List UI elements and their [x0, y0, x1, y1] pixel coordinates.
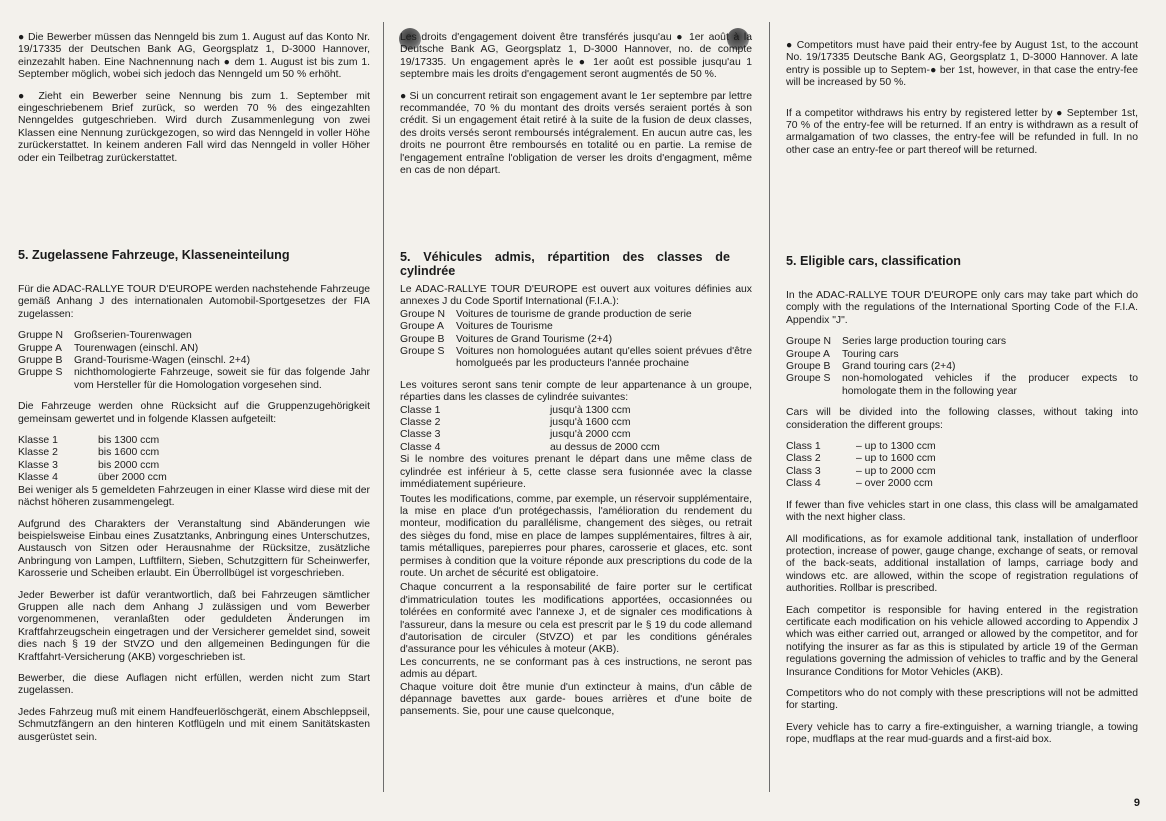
- section-heading: 5. Zugelassene Fahrzeuge, Klasseneinteilung: [18, 248, 290, 262]
- class-list: [400, 405, 752, 455]
- paragraph: Jeder Bewerber ist dafür verantwortlich, daß bei Fahrzeugen sämtlicher Gruppen alle nach dem Anhang J zulässigen und vom Bewerber vorgenommenen, veranlaßten oder geduldeten Änderungen im Kraftfahrzeugschein eingetragen und der Versicherer gemeldet sind, soweit dies nach § 19 der StVZO und den allgemeinen Bedingungen für die Kraftfahrt-Versicherung (AKB) vorgeschrieben ist.: [18, 589, 370, 663]
- paragraph: Chaque voiture doit être munie d'un extincteur à mains, d'un câble de dépannage bavettes aux garde- boues arrières et d'une boite de pansements. Sie, pour une cause quelconque,: [400, 681, 752, 718]
- paragraph: Si le nombre des voitures prenant le départ dans une même class de cylindrée est inférieur à 5, cette classe sera fusionnée avec la classe immédiatement supérieure.: [400, 454, 752, 491]
- paragraph: Chaque concurrent a la responsabilité de faire porter sur le certificat d'immatriculation toutes les modifications apportées, occasionnées ou tolérées en conformité avec l'annexe J, et de signaler ces modifications à l'assureur, dans la mesure ou cela est prescrit par le § 19 du code allemand d'autorisation de circuler (StVZO) et par les conditions générales d'assurance pour les véhicules à moteur (AKB).: [400, 582, 752, 656]
- group-desc: nichthomologierte Fahrzeuge, soweit sie für das folgende Jahr vom Hersteller für die Homologation vorgesehen sind.: [74, 367, 370, 391]
- group-list: [18, 330, 370, 392]
- class-range: au dessus de 2000 ccm: [550, 441, 660, 453]
- paragraph: Cars will be divided into the following classes, without taking into consideration the different groups:: [786, 407, 1138, 431]
- paragraph: If a competitor withdraws his entry by registered letter by ● September 1st, 70 % of the entry-fee will be returned. If an entry is withdrawn as a result of armalgamation of two classes, the entry-fee will be refunded in full. In no other case an entry-fee or part thereof will be returned.: [786, 107, 1138, 156]
- paragraph: In the ADAC-RALLYE TOUR D'EUROPE only cars may take part which do comply with the regulations of the International Sporting Code of the F.I.A. Appendix "J".: [786, 290, 1138, 326]
- class-name: Classe 4: [400, 441, 441, 453]
- class-name: Klasse 2: [18, 447, 58, 459]
- paragraph: If fewer than five vehicles start in one class, this class will be amalgamated with the next higher class.: [786, 499, 1138, 524]
- column-divider: [769, 22, 770, 792]
- paragraph: ● Si un concurrent retirait son engagement avant le 1er septembre par lettre recommandée, 70 % du montant des droits versés seraient portés à son crédit. Si un engagement était retiré à la suite de la fusion de deux classes, des droits versés seront remboursés intégralement. En aucun autre cas, les droits ne pourront être remboursés en totalité ou en partie. La remise de l'engagement entraîne l'obligation de verser les droits d'engagment, même en cas de non départ.: [400, 90, 752, 177]
- group-desc: non-homologated vehicles if the producer expects to homologate them in the following year: [842, 373, 1138, 397]
- class-list: [786, 441, 1138, 491]
- group-code: Gruppe N: [18, 330, 64, 342]
- group-desc: Voitures de Tourisme: [456, 321, 553, 333]
- group-desc: Touring cars: [842, 348, 899, 360]
- group-code: Gruppe S: [18, 367, 63, 379]
- paragraph: Aufgrund des Charakters der Veranstaltung sind Abänderungen wie beispielsweise Einbau eines Zusatztanks, Anbringung eines Unterschutzes, Austausch von Sitzen oder Herausnahme der Rücksitze, zusätzliche Anbringung von Lampen, Luftfiltern, Sieben, Schutzgittern für Scheinwerfer, Karosserie und Scheiben erlaubt. Ein Überrollbügel ist vorgeschrieben.: [18, 518, 370, 580]
- group-code: Groupe A: [400, 321, 444, 333]
- class-range: über 2000 ccm: [98, 472, 167, 484]
- group-code: Groupe A: [786, 348, 830, 360]
- group-code: Groupe N: [400, 308, 446, 320]
- paragraph: ● Die Bewerber müssen das Nenngeld bis zum 1. August auf das Konto Nr. 19/17335 der Deutschen Bank AG, Georgsplatz 1, D-3000 Hannover, einzezahlt haben. Eine Nachnennung nach ● dem 1. August ist bis zum 1. September möglich, wobei sich jedoch das Nenngeld um 50 % erhöht.: [18, 32, 370, 81]
- class-name: Class 4: [786, 478, 821, 490]
- class-range: bis 1600 ccm: [98, 447, 160, 459]
- paragraph: Bei weniger als 5 gemeldeten Fahrzeugen in einer Klasse wird diese mit der nächst höheren zusammengelegt.: [18, 484, 370, 509]
- paragraph: Für die ADAC-RALLYE TOUR D'EUROPE werden nachstehende Fahrzeuge gemäß Anhang J des internationalen Automobil-Sportgesetzes der FIA zugelassen:: [18, 284, 370, 320]
- group-code: Gruppe A: [18, 342, 62, 354]
- group-desc: Voitures non homologuées autant qu'elles soient prévues d'être homolgueés par les producteurs l'année prochaine: [456, 346, 752, 370]
- group-desc: Großserien-Tourenwagen: [74, 330, 192, 342]
- group-code: Groupe S: [786, 373, 831, 385]
- class-range: – up to 2000 ccm: [856, 465, 936, 477]
- class-name: Classe 3: [400, 429, 441, 441]
- group-desc: Grand-Tourisme-Wagen (einschl. 2+4): [74, 355, 251, 367]
- paragraph: Bewerber, die diese Auflagen nicht erfüllen, werden nicht zum Start zugelassen.: [18, 672, 370, 697]
- paragraph: ● Competitors must have paid their entry-fee by August 1st, to the account No. 19/17335 Deutsche Bank AG, Georgsplatz 1, D-3000 Hannover. A late entry is possible up to Septem-● ber 1st, however, in that case the entry-fee will be increased by 50 %.: [786, 40, 1138, 89]
- page-number: 9: [1133, 797, 1140, 809]
- column-divider: [383, 22, 384, 792]
- paragraph: Competitors who do not comply with these prescriptions will not be admitted for starting.: [786, 687, 1138, 712]
- group-desc: Voitures de Grand Tourisme (2+4): [456, 333, 613, 345]
- class-name: Klasse 4: [18, 472, 58, 484]
- class-range: – up to 1300 ccm: [856, 441, 936, 453]
- group-code: Groupe N: [786, 336, 832, 348]
- class-range: bis 1300 ccm: [98, 435, 160, 447]
- group-list: [400, 309, 752, 371]
- class-range: – over 2000 ccm: [856, 478, 933, 490]
- paragraph: All modifications, as for examole additional tank, installation of underfloor protection, increase of power, gauge change, exchange of seats, or removal of the back-seats, additional installation of lamps, carriage body and windows etc. are allowed, within the scope of registration regulations of authorities. Rollbar is prescribed.: [786, 533, 1138, 595]
- group-code: Groupe B: [400, 333, 445, 345]
- class-name: Classe 1: [400, 404, 441, 416]
- class-name: Classe 2: [400, 417, 441, 429]
- paragraph: Jedes Fahrzeug muß mit einem Handfeuerlöschgerät, einem Abschleppseil, Schmutzfängern an den hinteren Kotflügeln und mit einem Sanitätskasten ausgerüstet sein.: [18, 706, 370, 743]
- group-list: [786, 336, 1138, 398]
- paragraph: Les voitures seront sans tenir compte de leur appartenance à un groupe, réparties dans les classes de cylindrée suivantes:: [400, 379, 752, 404]
- class-name: Klasse 3: [18, 459, 58, 471]
- group-desc: Voitures de tourisme de grande production de serie: [456, 308, 692, 320]
- class-range: jusqu'à 2000 ccm: [550, 429, 631, 441]
- class-range: bis 2000 ccm: [98, 459, 160, 471]
- group-code: Groupe B: [786, 361, 831, 373]
- class-name: Class 2: [786, 453, 821, 465]
- group-desc: Grand touring cars (2+4): [842, 361, 956, 373]
- group-code: Groupe S: [400, 346, 445, 358]
- section-heading: 5. Véhicules admis, répartition des classes de cylindrée: [400, 250, 730, 278]
- paragraph: Each competitor is responsible for having entered in the registration certificate each modification on his vehicle allowed according to Appendix J which was either carried out, arranged or allowed by the competitor, and for notifying the insurer as far as this is stipulated by article 19 of the German regulations governing the admission of vehicles to traffic and by the General Insurance Conditions for Motor Vehicles (AKB).: [786, 604, 1138, 678]
- class-range: – up to 1600 ccm: [856, 453, 936, 465]
- group-desc: Series large production touring cars: [842, 336, 1007, 348]
- paragraph: Les droits d'engagement doivent être transférés jusqu'au ● 1er août à la Deutsche Bank AG, Georgsplatz 1, D-3000 Hannover, no. de compte 19/17335. Un engagement après le ● 1er août est possible jusqu'au 1 septembre mais les droits d'engagement seront augmentés de 50 %.: [400, 32, 752, 81]
- class-range: jusqu'à 1600 ccm: [550, 417, 631, 429]
- class-name: Class 3: [786, 465, 821, 477]
- paragraph: Toutes les modifications, comme, par exemple, un réservoir supplémentaire, la mise en place d'un protégechassis, l'amélioration du rendement du monteur, modification du parallélisme, changement des sièges, ou retrait des sièges du fond, mise en place de lampes supplémentaires, filtres à air, tamis métalliques, parepierres pour phares, carosserie et glaces, etc. sont permises à condition que la voiture réponde aux prescriptions du code de la route. Un archet de sécurité est obligatoire.: [400, 493, 752, 579]
- class-range: jusqu'à 1300 ccm: [550, 404, 631, 416]
- group-code: Gruppe B: [18, 355, 63, 367]
- paragraph: Die Fahrzeuge werden ohne Rücksicht auf die Gruppenzugehörigkeit gemeinsam gewertet und in folgende Klassen aufgeteilt:: [18, 401, 370, 425]
- class-list: [18, 435, 370, 485]
- section-heading: 5. Eligible cars, classification: [786, 254, 961, 268]
- paragraph: Every vehicle has to carry a fire-extinguisher, a warning triangle, a towing rope, mudflaps at the rear mud-guards and a first-aid box.: [786, 721, 1138, 746]
- class-name: Klasse 1: [18, 435, 58, 447]
- paragraph: Les concurrents, ne se conformant pas à ces instructions, ne seront pas admis au départ.: [400, 656, 752, 681]
- class-name: Class 1: [786, 441, 821, 453]
- paragraph: Le ADAC-RALLYE TOUR D'EUROPE est ouvert aux voitures définies aux annexes J du Code Sportif International (F.I.A.):: [400, 284, 752, 308]
- paragraph: ● Zieht ein Bewerber seine Nennung bis zum 1. September mit eingeschriebenem Brief zurück, so werden 70 % des eingezahlten Nenngeldes gutgeschrieben. Wird durch Zusammenlegung von zwei Klassen eine Nennung zurückgezogen, so wird das Nenngeld in voller Höhe zurückerstattet. In keinem anderen Fall wird das Nenngeld in voller Höher oder ein Teilbetrag zurückerstattet.: [18, 90, 370, 164]
- group-desc: Tourenwagen (einschl. AN): [74, 342, 199, 354]
